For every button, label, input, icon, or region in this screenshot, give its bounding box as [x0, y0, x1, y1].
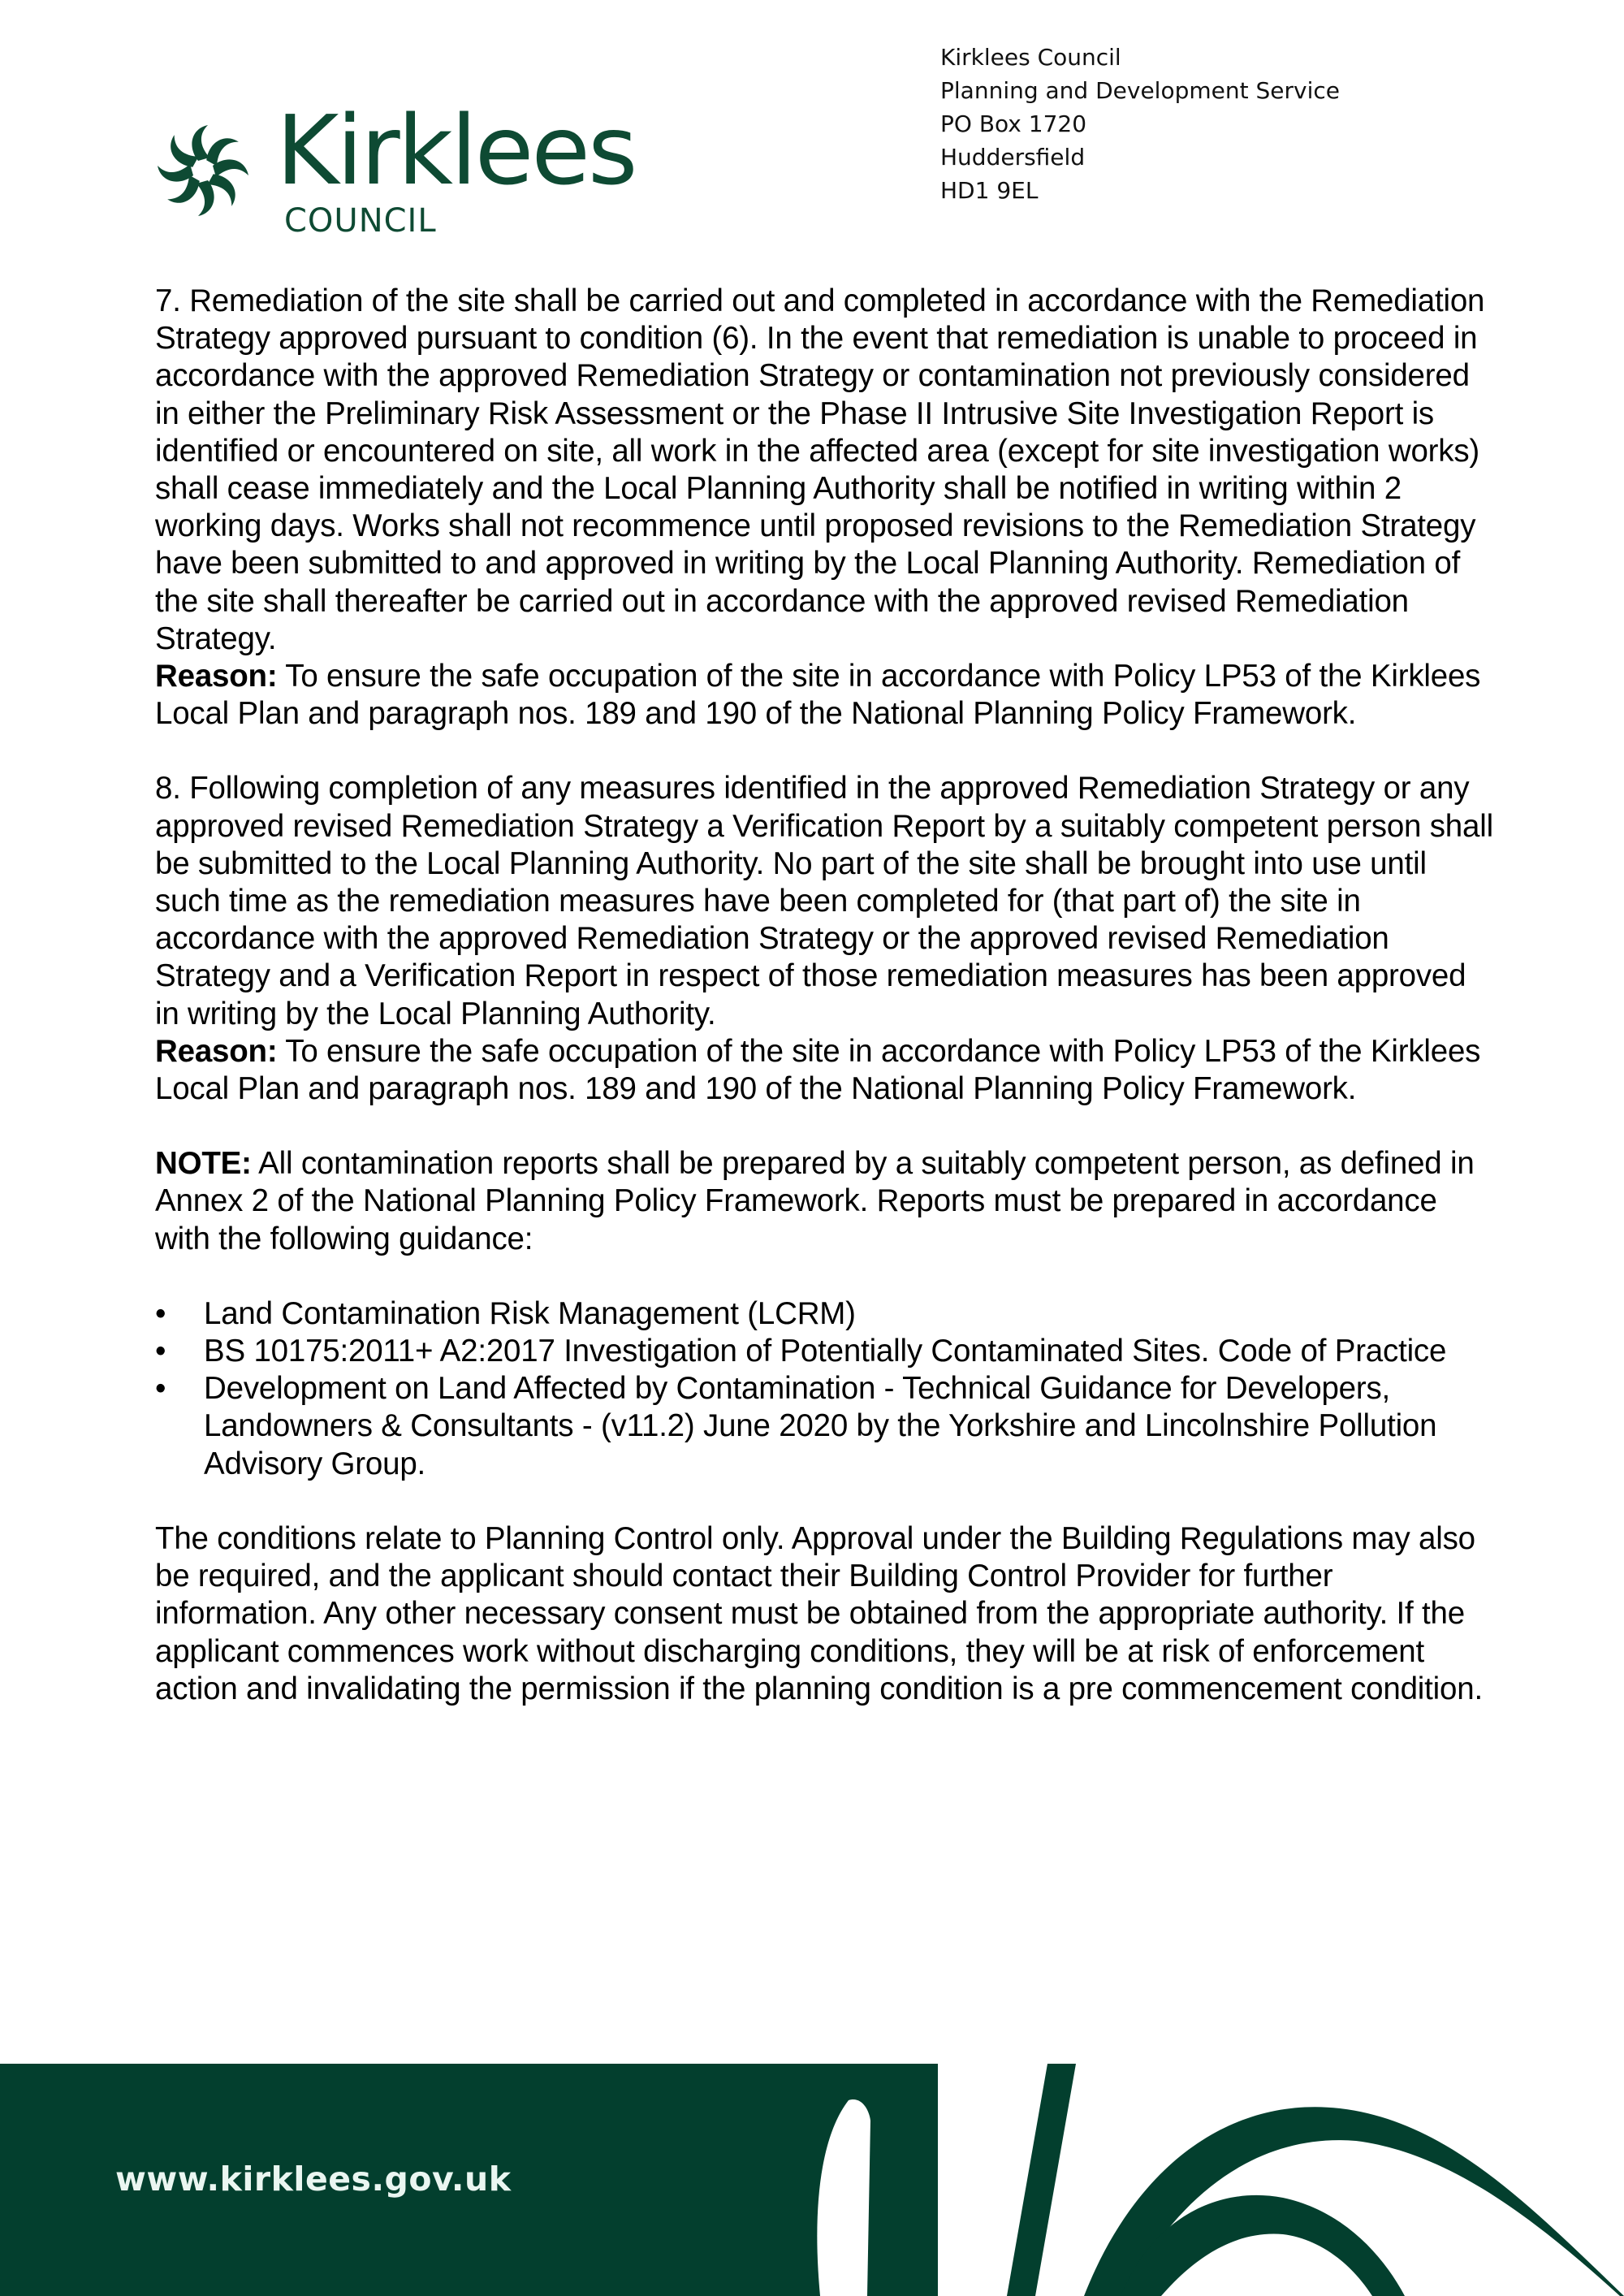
website-url-link[interactable]: www.kirklees.gov.uk	[115, 2160, 512, 2199]
logo-subtitle: COUNCIL	[284, 202, 437, 240]
list-item	[155, 1333, 1495, 1370]
address-line-service: Planning and Development Service	[940, 77, 1340, 104]
condition-8-reason	[155, 1033, 1495, 1108]
condition-7-text: 7. Remediation of the site shall be carried out and completed in accordance with the Remediation Strategy approved pursuant to condition (6). In the event that remediation is unable to proceed in accordance with the approved Remediation Strategy or contamination not previously considered in either the Preliminary Risk Assessment or the Phase II Intrusive Site Investigation Report is identified or encountered on site, all work in the affected area (except for site investigation works) shall cease immediately and the Local Planning Authority shall be notified in writing within 2 working days. Works shall not recommence until proposed revisions to the Remediation Strategy have been submitted to and approved in writing by the Local Planning Authority. Remediation of the site shall thereafter be carried out in accordance with the approved revised Remediation Strategy.	[155, 283, 1485, 656]
list-item-text: Development on Land Affected by Contamination - Technical Guidance for Developers, Landowners & Consultants - (v11.2) June 2020 by the Yorkshire and Lincolnshire Pollution Advisory Group.	[204, 1371, 1437, 1481]
address-line-postcode: HD1 9EL	[940, 177, 1039, 204]
list-item	[155, 1370, 1495, 1483]
guidance-list	[155, 1295, 1495, 1483]
footer-band	[0, 2064, 1624, 2296]
note-paragraph	[155, 1145, 1495, 1258]
address-line-organisation: Kirklees Council	[940, 44, 1121, 71]
bullet-icon: •	[155, 1371, 166, 1407]
note-text: All contamination reports shall be prepared by a suitably competent person, as defined in Annex 2 of the National Planning Policy Framework. Reports must be prepared in accordance with the following guidance:	[155, 1146, 1475, 1256]
condition-7	[155, 283, 1495, 733]
address-line-town: Huddersfield	[940, 144, 1086, 171]
list-item	[155, 1295, 1495, 1333]
bullet-icon: •	[155, 1334, 166, 1369]
list-item-text: Land Contamination Risk Management (LCRM)	[204, 1295, 856, 1331]
address-line-po-box: PO Box 1720	[940, 110, 1087, 137]
address-block	[940, 41, 1340, 207]
condition-8-text: 8. Following completion of any measures identified in the approved Remediation Strategy or any approved revised Remediation Strategy a Verification Report by a suitably competent person shall be submitted to the Local Planning Authority. No part of the site shall be brought into use until such time as the remediation measures have been completed for (that part of) the site in accordance with the approved Remediation Strategy or the approved revised Remediation Strategy and a Verification Report in respect of those remediation measures has been approved in writing by the Local Planning Authority.	[155, 771, 1493, 1031]
closing-paragraph: The conditions relate to Planning Control only. Approval under the Building Regulations may also be required, and the applicant should contact their Building Control Provider for further information. Any other necessary consent must be obtained from the appropriate authority. If the applicant commences work without discharging conditions, they will be at risk of enforcement action and invalidating the permission if the planning condition is a pre commencement condition.	[155, 1520, 1483, 1706]
document-body	[155, 283, 1495, 1708]
note-label: NOTE:	[155, 1146, 252, 1182]
bullet-icon: •	[155, 1295, 166, 1331]
reason-label: Reason:	[155, 1033, 278, 1069]
swirl-logo-icon	[154, 122, 252, 219]
kirklees-council-logo	[154, 94, 641, 244]
reason-label: Reason:	[155, 659, 278, 694]
condition-8	[155, 770, 1495, 1108]
condition-7-reason	[155, 658, 1495, 733]
list-item-text: BS 10175:2011+ A2:2017 Investigation of Potentially Contaminated Sites. Code of Practice	[204, 1334, 1447, 1369]
reason-text: To ensure the safe occupation of the site in accordance with Policy LP53 of the Kirklees Local Plan and paragraph nos. 189 and 190 of the National Planning Policy Framework.	[155, 1033, 1481, 1107]
reason-text: To ensure the safe occupation of the site in accordance with Policy LP53 of the Kirklees Local Plan and paragraph nos. 189 and 190 of the National Planning Policy Framework.	[155, 659, 1481, 732]
logo-wordmark: Kirklees	[276, 94, 636, 206]
